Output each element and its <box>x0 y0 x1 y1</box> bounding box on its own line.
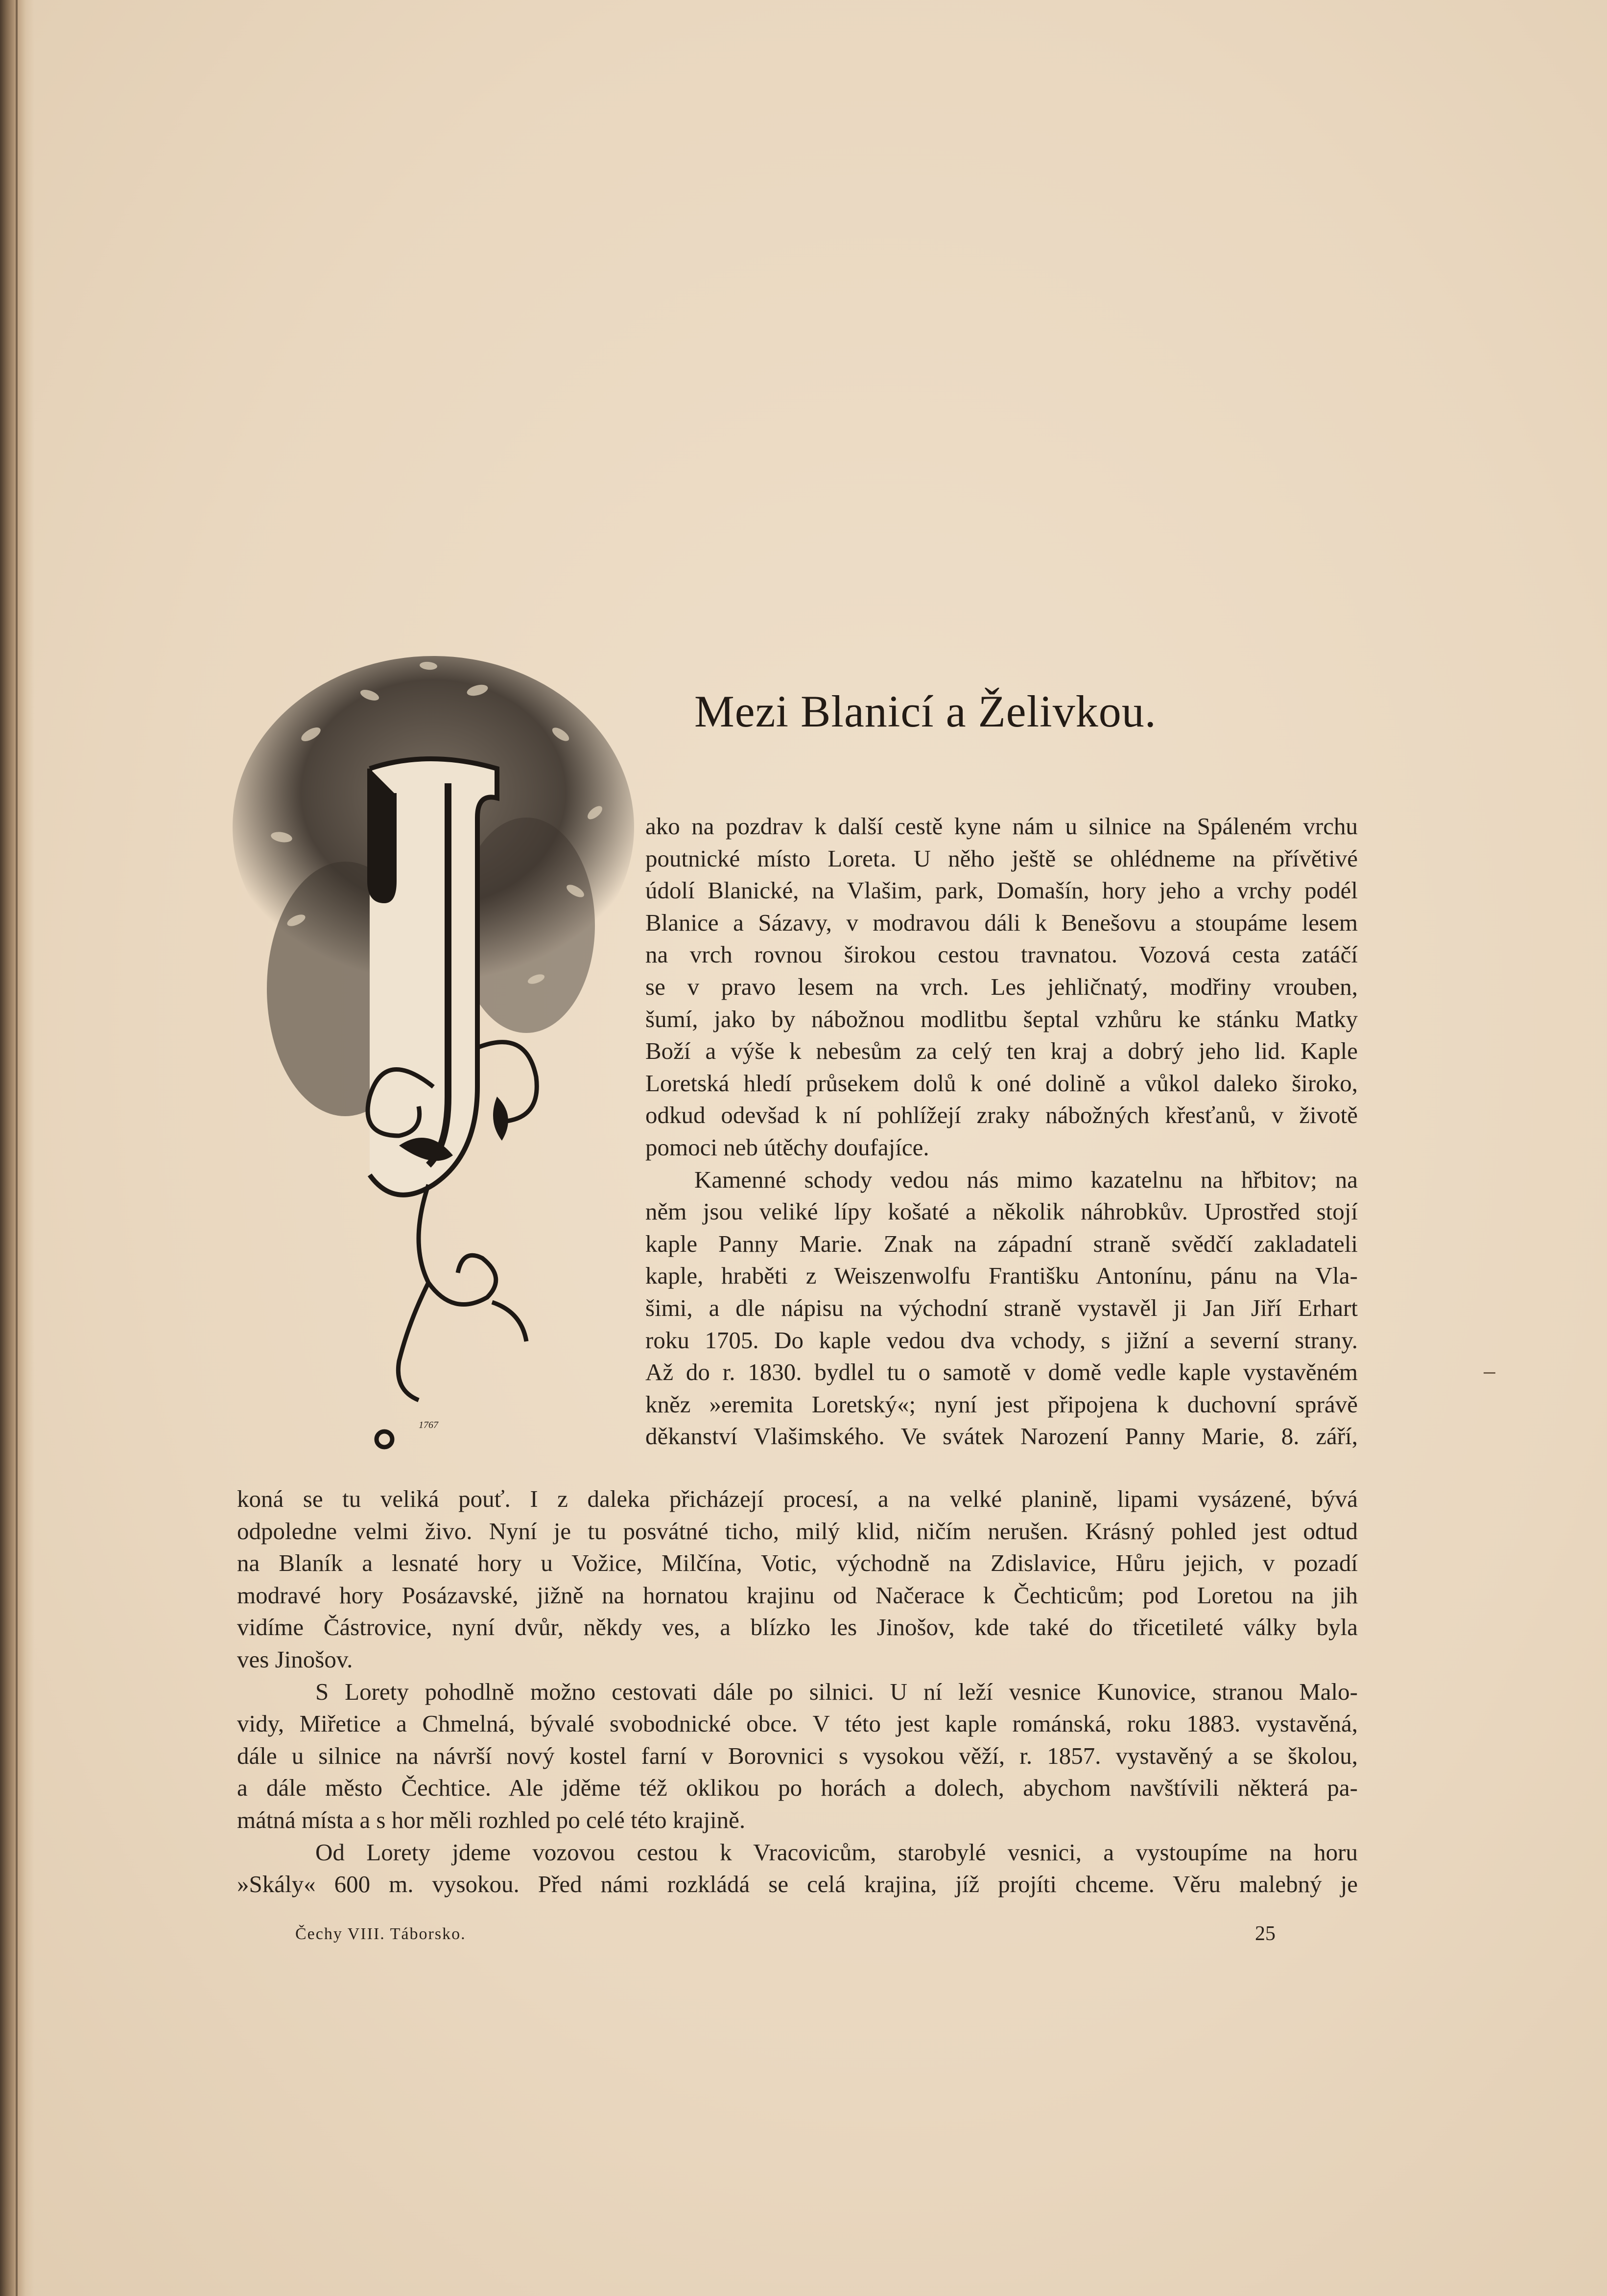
text-line: údolí Blanické, na Vlašim, park, Domašín, hory jeho a vrchy podél <box>645 877 1358 904</box>
text-line: vidy, Miřetice a Chmelná, bývalé svobodnické obce. V této jest kaple románská, roku 1883. vystavěná, <box>237 1710 1358 1737</box>
text-line: pomoci neb útěchy doufajíce. <box>645 1133 929 1161</box>
text-line: děkanství Vlašimského. Ve svátek Narození Panny Marie, 8. září, <box>645 1423 1358 1450</box>
text-line: modravé hory Posázavské, jižně na hornatou krajinu od Načerace k Čechticům; pod Loretou na jih <box>237 1581 1358 1609</box>
text-line: šimi, a dle nápisu na východní straně vystavěl ji Jan Jiří Erhart <box>645 1294 1358 1321</box>
text-line: Kamenné schody vedou nás mimo kazatelnu na hřbitov; na <box>694 1166 1358 1193</box>
text-line: odpoledne velmi živo. Nyní je tu posvátné ticho, milý klid, ničím nerušen. Krásný pohled jest odtud <box>237 1517 1358 1545</box>
text-line: vidíme Částrovice, nyní dvůr, někdy ves, a blízko les Jinošov, kde také do třicetileté války byla <box>237 1614 1358 1641</box>
illustrator-signature: 1767 <box>419 1420 438 1430</box>
chapter-title: Mezi Blanicí a Želivkou. <box>694 686 1157 736</box>
text-line: Až do r. 1830. bydlel tu o samotě v domě vedle kaple vystavěném <box>645 1359 1358 1386</box>
text-line: kaple, hraběti z Weiszenwolfu Františku Antonínu, pánu na Vla- <box>645 1262 1358 1289</box>
text-line: ves Jinošov. <box>237 1645 353 1673</box>
text-line: mátná místa a s hor měli rozhled po celé této krajině. <box>237 1806 746 1833</box>
text-line: na vrch rovnou širokou cestou travnatou. Vozová cesta zatáčí <box>645 941 1358 968</box>
paragraph-wrapped-beside-initial <box>645 810 1358 1453</box>
text-line: Od Lorety jdeme vozovou cestou k Vracovicům, starobylé vesnici, a vystoupíme na horu <box>315 1838 1358 1866</box>
text-line: šumí, jako by nábožnou modlitbu šeptal vzhůru ke stánku Matky <box>645 1005 1358 1032</box>
text-line: na Blaník a lesnaté hory u Vožice, Milčína, Votic, východně na Zdislavice, Hůru jejich, v pozadí <box>237 1549 1358 1577</box>
page-number: 25 <box>1255 1922 1276 1945</box>
text-line: Loretská hledí průsekem dolů k oné dolině a vůkol daleko široko, <box>645 1069 1358 1097</box>
text-line: Boží a výše k nebesům za celý ten kraj a dobrý jeho lid. Kaple <box>645 1037 1358 1065</box>
text-line: dále u silnice na návrší nový kostel farní v Borovnici s vysokou věží, r. 1857. vystavěný a se školou, <box>237 1742 1358 1769</box>
ornamental-initial-illustration <box>223 607 644 1459</box>
text-line: Blanice a Sázavy, v modravou dáli k Benešovu a stoupáme lesem <box>645 909 1358 936</box>
text-line: kaple Panny Marie. Znak na západní straně svědčí zakladateli <box>645 1230 1358 1257</box>
text-line: odkud odevšad k ní pohlížejí zraky nábožných křesťanů, v životě <box>645 1101 1358 1129</box>
text-line: S Lorety pohodlně možno cestovati dále po silnici. U ní leží vesnice Kunovice, stranou Malo- <box>315 1678 1358 1705</box>
paragraph-full-width <box>237 1483 1358 1900</box>
text-line: se v pravo lesem na vrch. Les jehličnatý, modřiny vrouben, <box>645 973 1358 1000</box>
book-spine-edge <box>16 0 18 2296</box>
margin-mark <box>1484 1372 1495 1374</box>
text-line: kněz »eremita Loretský«; nyní jest připojena k duchovní správě <box>645 1390 1358 1418</box>
footer-signature-line: Čechy VIII. Táborsko. <box>295 1925 466 1943</box>
text-line: poutnické místo Loreta. U něho ještě se ohlédneme na přívětivé <box>645 844 1358 872</box>
text-line: koná se tu veliká pouť. I z daleka přicházejí procesí, a na velké planině, lipami vysázené, bývá <box>237 1485 1358 1512</box>
text-line: »Skály« 600 m. vysokou. Před námi rozkládá se celá krajina, jíž projíti chceme. Věru malebný je <box>237 1871 1358 1898</box>
text-line: roku 1705. Do kaple vedou dva vchody, s jižní a severní strany. <box>645 1326 1358 1354</box>
text-line: a dále město Čechtice. Ale jděme též oklikou po horách a dolech, abychom navštívili některá pa- <box>237 1774 1358 1802</box>
text-line: něm jsou veliké lípy košaté a několik náhrobkův. Uprostřed stojí <box>645 1198 1358 1225</box>
text-line: ako na pozdrav k další cestě kyne nám u silnice na Spáleném vrchu <box>645 813 1358 840</box>
